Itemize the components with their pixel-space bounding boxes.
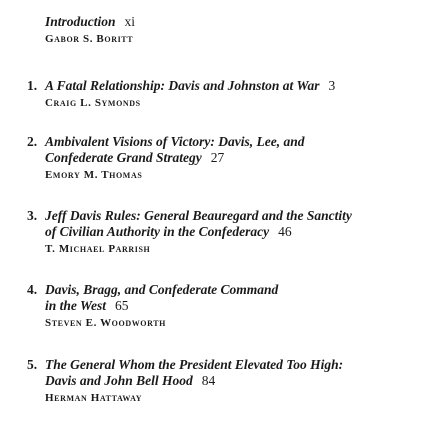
chapter-title-line: Confederate Grand Strategy (45, 150, 202, 165)
chapter-page-number: 27 (210, 150, 225, 165)
chapter-page-number: 65 (115, 298, 129, 313)
chapter-title-line: The General Whom the President Elevated Too High: (45, 357, 344, 372)
toc-entry-body (45, 78, 405, 110)
chapter-title-line: Davis and John Bell Hood (45, 373, 193, 388)
chapter-page-number: 46 (278, 224, 292, 239)
chapter-title-line: Jeff Davis Rules: General Beauregard and the Sanctity (45, 208, 352, 223)
chapter-author: Emory M. Thomas (45, 169, 143, 181)
chapter-author: Steven E. Woodworth (45, 317, 166, 329)
introduction-title: Introduction (45, 14, 116, 29)
chapter-title-line: Ambivalent Visions of Victory: Davis, Lee, and (45, 134, 305, 149)
chapter-title-line: A Fatal Relationship: Davis and Johnston at War (45, 78, 320, 93)
toc-entry-title (45, 14, 405, 30)
chapter-title-line: in the West (45, 298, 107, 313)
toc-entry-body (45, 134, 405, 182)
toc-entry-body (45, 282, 405, 330)
chapter-number: 4. (27, 282, 38, 297)
chapter-author: Craig L. Symonds (45, 97, 141, 109)
chapter-number: 1. (27, 78, 38, 93)
chapter-title (45, 78, 405, 94)
introduction-author: Gabor S. Boritt (45, 33, 134, 45)
introduction-page-number: xi (124, 14, 136, 29)
chapter-author: Herman Hattaway (45, 392, 143, 404)
chapter-author: T. Michael Parrish (45, 243, 151, 255)
chapter-number: 2. (27, 134, 38, 149)
chapter-number: 3. (27, 208, 38, 223)
toc-entry-body (45, 357, 405, 405)
chapter-title-line: of Civilian Authority in the Confederacy (45, 224, 270, 239)
toc-entry-body (45, 208, 405, 256)
chapter-title (45, 282, 405, 314)
chapter-page-number: 3 (328, 78, 336, 93)
chapter-title (45, 134, 405, 166)
toc-introduction (45, 14, 405, 46)
chapter-page-number: 84 (201, 373, 216, 388)
chapter-title (45, 357, 405, 389)
chapter-number: 5. (27, 357, 38, 372)
chapter-title-line: Davis, Bragg, and Confederate Command (45, 282, 279, 297)
chapter-title (45, 208, 405, 240)
